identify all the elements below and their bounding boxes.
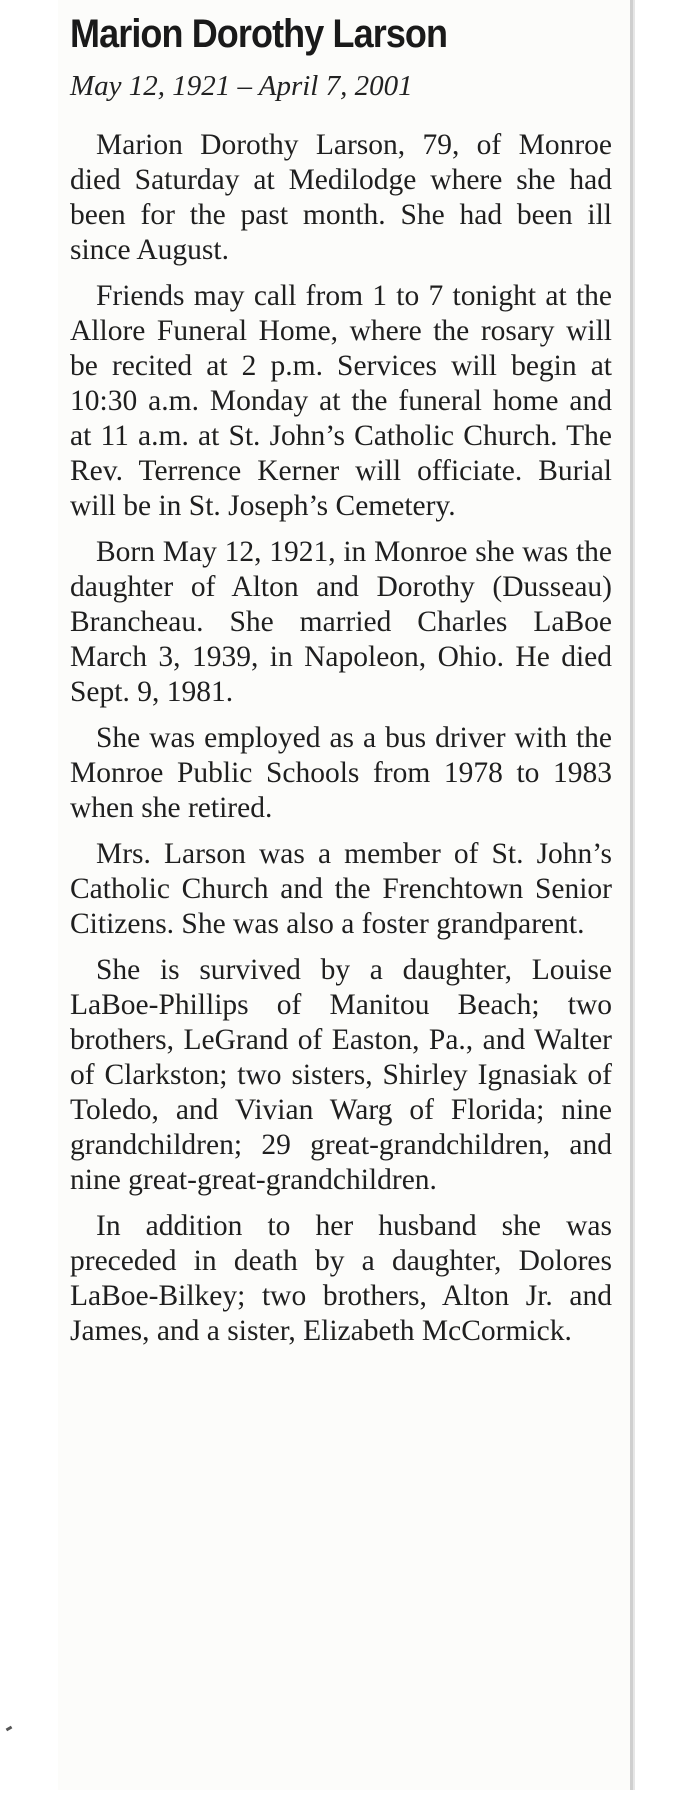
obituary-body [70, 128, 612, 1360]
paragraph-services: Friends may call from 1 to 7 tonight at the Allore Funeral Home, where the rosary will be recited at 2 p.m. Services will begin at 10:30 a.m. Monday at the funeral home and at 11 a.m. at St. John’s Catholic Church. The Rev. Terrence Kerner will officiate. Burial will be in St. Joseph’s Cemetery. [70, 280, 612, 522]
paragraph-survivors: She is survived by a daughter, Louise LaBoe-Phillips of Manitou Beach; two brothers, LeGrand of Easton, Pa., and Walter of Clarkston; two sisters, Shirley Ignasiak of Toledo, and Vivian Warg of Florida; nine grandchildren; 29 great-grandchildren, and nine great-great-grandchildren. [70, 954, 612, 1196]
obituary-headline: Marion Dorothy Larson [70, 12, 448, 56]
paragraph-memberships: Mrs. Larson was a member of St. John’s Catholic Church and the Frenchtown Senior Citizens. She was also a foster grandparent. [70, 838, 612, 940]
paragraph-death-notice: Marion Dorothy Larson, 79, of Monroe died Saturday at Medilodge where she had been for the past month. She had been ill since August. [70, 129, 612, 266]
scan-speck [6, 1726, 13, 1732]
paragraph-preceded: In addition to her husband she was preceded in death by a daughter, Dolores LaBoe-Bilkey; two brothers, Alton Jr. and James, and a sister, Elizabeth McCormick. [70, 1210, 612, 1347]
paragraph-employment: She was employed as a bus driver with the Monroe Public Schools from 1978 to 1983 when she retired. [70, 722, 612, 824]
newspaper-clipping [58, 0, 633, 1790]
paragraph-birth-marriage: Born May 12, 1921, in Monroe she was the daughter of Alton and Dorothy (Dusseau) Brancheau. She married Charles LaBoe March 3, 1939, in Napoleon, Ohio. He died Sept. 9, 1981. [70, 536, 612, 708]
life-dates: May 12, 1921 – April 7, 2001 [70, 70, 413, 102]
